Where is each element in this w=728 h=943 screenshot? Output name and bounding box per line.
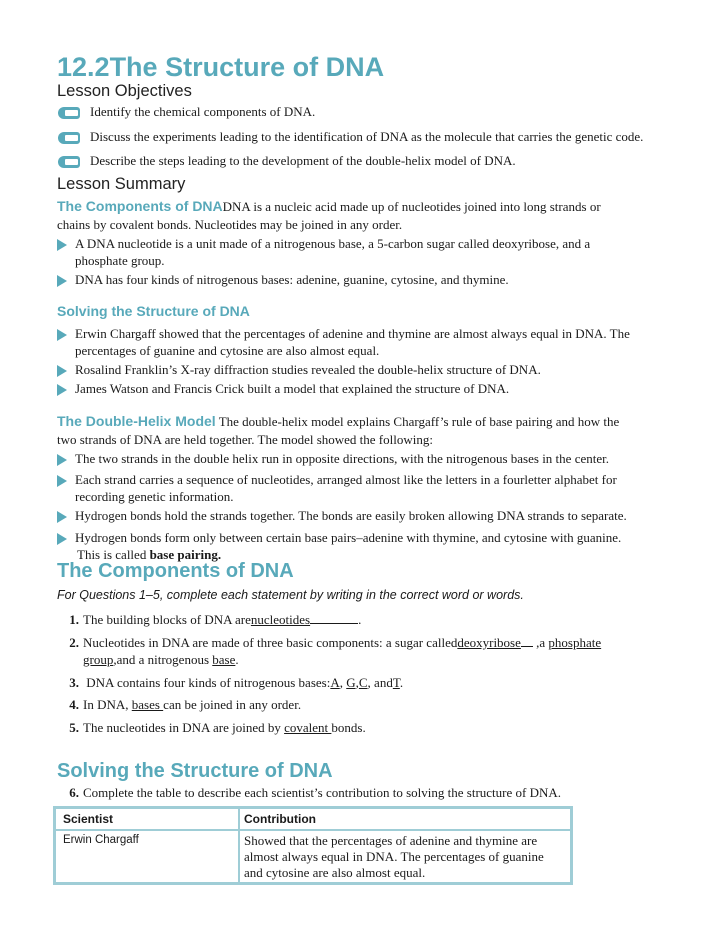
helix-label: The Double-Helix Model: [57, 413, 216, 429]
bullet-icon: [57, 364, 67, 382]
question-text: ,a: [532, 635, 549, 650]
objective-icon: [58, 155, 80, 173]
bullet-icon: [57, 474, 67, 492]
answer-group[interactable]: group: [83, 652, 114, 667]
question-text: , and: [367, 675, 393, 690]
contribution-line: and cytosine are also almost equal.: [244, 865, 426, 880]
components-paragraph: [57, 198, 677, 215]
bullet-icon: [57, 532, 67, 550]
bullet-icon: [57, 510, 67, 528]
question-text: DNA contains four kinds of nitrogenous bases:: [83, 675, 331, 690]
helix-line1: The double-helix model explains Chargaff’s rule of base pairing and how the: [215, 414, 620, 429]
summary-heading: Lesson Summary: [57, 175, 186, 193]
triangle-bullet-icon: [57, 329, 67, 341]
question-number: 6.: [69, 785, 79, 800]
table-header-cell: [56, 809, 238, 829]
question-text: ,and a nitrogenous: [113, 652, 213, 667]
answer-c[interactable]: C: [358, 675, 368, 690]
bullet-line: recording genetic information.: [75, 489, 234, 504]
bullet-line: Each strand carries a sequence of nucleotides, arranged almost like the letters in a fourletter alphabet for: [75, 472, 617, 487]
helix-line2: two strands of DNA are held together. The model showed the following:: [57, 432, 433, 447]
triangle-bullet-icon: [57, 475, 67, 487]
bullet-line: James Watson and Francis Crick built a model that explained the structure of DNA.: [75, 381, 510, 396]
objectives-heading: Lesson Objectives: [57, 82, 192, 100]
header-contribution: Contribution: [244, 812, 316, 826]
components-line1: DNA is a nucleic acid made up of nucleotides joined into long strands or: [222, 199, 601, 214]
answer-base[interactable]: base: [212, 652, 236, 667]
base-pairing-term: base pairing.: [149, 547, 222, 562]
question-end: .: [358, 612, 362, 627]
objective-icon: [58, 131, 80, 149]
cell-scientist: Erwin Chargaff: [63, 834, 139, 846]
bullet-icon: [57, 453, 67, 471]
key-icon: [58, 107, 80, 119]
question-text: Nucleotides in DNA are made of three basic components: a sugar called: [83, 635, 458, 650]
answer-bases[interactable]: bases: [131, 697, 164, 712]
triangle-bullet-icon: [57, 511, 67, 523]
scientist-table: [53, 806, 573, 885]
answer-nucleotides[interactable]: nucleotides: [250, 612, 311, 627]
question-number: 2.: [69, 635, 79, 650]
solving-label: Solving the Structure of DNA: [57, 303, 250, 319]
bullet-line: Hydrogen bonds hold the strands together. The bonds are easily broken allowing DNA strands to separate.: [75, 508, 627, 523]
section1-instructions: For Questions 1–5, complete each statement by writing in the correct word or words.: [57, 588, 524, 602]
question-end: .: [235, 652, 239, 667]
question-2: [57, 634, 601, 651]
bullet-line: percentages of guanine and cytosine are also almost equal.: [75, 343, 380, 358]
answer-blank[interactable]: [521, 634, 533, 647]
triangle-bullet-icon: [57, 365, 67, 377]
answer-g[interactable]: G: [346, 675, 356, 690]
components-line2: chains by covalent bonds. Nucleotides may be joined in any order.: [57, 217, 403, 232]
objective-item: Identify the chemical components of DNA.: [90, 104, 316, 119]
section1-heading: The Components of DNA: [57, 560, 294, 582]
question-text: The nucleotides in DNA are joined by: [83, 720, 285, 735]
question-number: 5.: [69, 720, 79, 735]
answer-blank[interactable]: [310, 611, 358, 624]
helix-paragraph: [57, 413, 619, 430]
bullet-line: Erwin Chargaff showed that the percentages of adenine and thymine are almost always equal in DNA. The: [75, 326, 630, 341]
question-5: [57, 719, 366, 736]
table-cell[interactable]: [240, 831, 570, 882]
question-number: 4.: [69, 697, 79, 712]
key-icon: [58, 156, 80, 168]
base-pairing-prefix: This is called: [77, 547, 150, 562]
triangle-bullet-icon: [57, 275, 67, 287]
section2-heading: Solving the Structure of DNA: [57, 760, 333, 782]
key-icon: [58, 132, 80, 144]
question-number: 1.: [69, 612, 79, 627]
bullet-icon: [57, 328, 67, 346]
answer-a[interactable]: A: [330, 675, 340, 690]
table-cell: [56, 831, 238, 882]
title-text: The Structure of DNA: [109, 52, 385, 82]
question-6: [57, 784, 561, 801]
page-title: [57, 52, 384, 83]
cell-contribution: [244, 833, 544, 881]
answer-covalent[interactable]: covalent: [284, 720, 332, 735]
question-text: The building blocks of DNA are: [83, 612, 251, 627]
answer-phosphate[interactable]: phosphate: [548, 635, 602, 650]
question-text: In DNA,: [83, 697, 132, 712]
triangle-bullet-icon: [57, 533, 67, 545]
bullet-icon: [57, 383, 67, 401]
bullet-line: The two strands in the double helix run in opposite directions, with the nitrogenous bases in the center.: [75, 451, 609, 466]
question-end: .: [399, 675, 404, 690]
bullet-icon: [57, 274, 67, 292]
question-end: can be joined in any order.: [163, 697, 302, 712]
header-scientist: Scientist: [63, 812, 114, 826]
answer-deoxyribose[interactable]: deoxyribose: [457, 635, 521, 650]
triangle-bullet-icon: [57, 454, 67, 466]
bullet-line: A DNA nucleotide is a unit made of a nitrogenous base, a 5-carbon sugar called deoxyribose, and a: [75, 236, 591, 251]
bullet-icon: [57, 238, 67, 256]
answer-t[interactable]: T: [392, 675, 400, 690]
question-4: [57, 696, 301, 713]
objective-item: Discuss the experiments leading to the identification of DNA as the molecule that carries the genetic code.: [90, 129, 644, 144]
section-number: 12.2: [57, 52, 110, 82]
question-3: 3. DNA contains four kinds of nitrogenous bases:A, G,C, andT.: [57, 674, 403, 691]
table-header-cell: [240, 809, 570, 829]
question-1: [57, 611, 361, 628]
triangle-bullet-icon: [57, 239, 67, 251]
question-2-continued: [83, 651, 239, 668]
contribution-line: almost always equal in DNA. The percentages of guanine: [244, 849, 544, 864]
triangle-bullet-icon: [57, 384, 67, 396]
question-number: 3.: [69, 675, 79, 690]
bullet-line: Hydrogen bonds form only between certain base pairs–adenine with thymine, and cytosine with guanine.: [75, 530, 622, 545]
bullet-line: Rosalind Franklin’s X-ray diffraction studies revealed the double-helix structure of DNA.: [75, 362, 541, 377]
objective-icon: [58, 106, 80, 124]
question-text: Complete the table to describe each scientist’s contribution to solving the structure of DNA.: [83, 785, 561, 800]
bullet-line: DNA has four kinds of nitrogenous bases: adenine, guanine, cytosine, and thymine.: [75, 272, 509, 287]
objective-item: Describe the steps leading to the development of the double-helix model of DNA.: [90, 153, 516, 168]
bullet-line: phosphate group.: [75, 253, 165, 268]
contribution-line: Showed that the percentages of adenine and thymine are: [244, 833, 538, 848]
components-label: The Components of DNA: [57, 198, 223, 214]
question-end: bonds.: [331, 720, 366, 735]
